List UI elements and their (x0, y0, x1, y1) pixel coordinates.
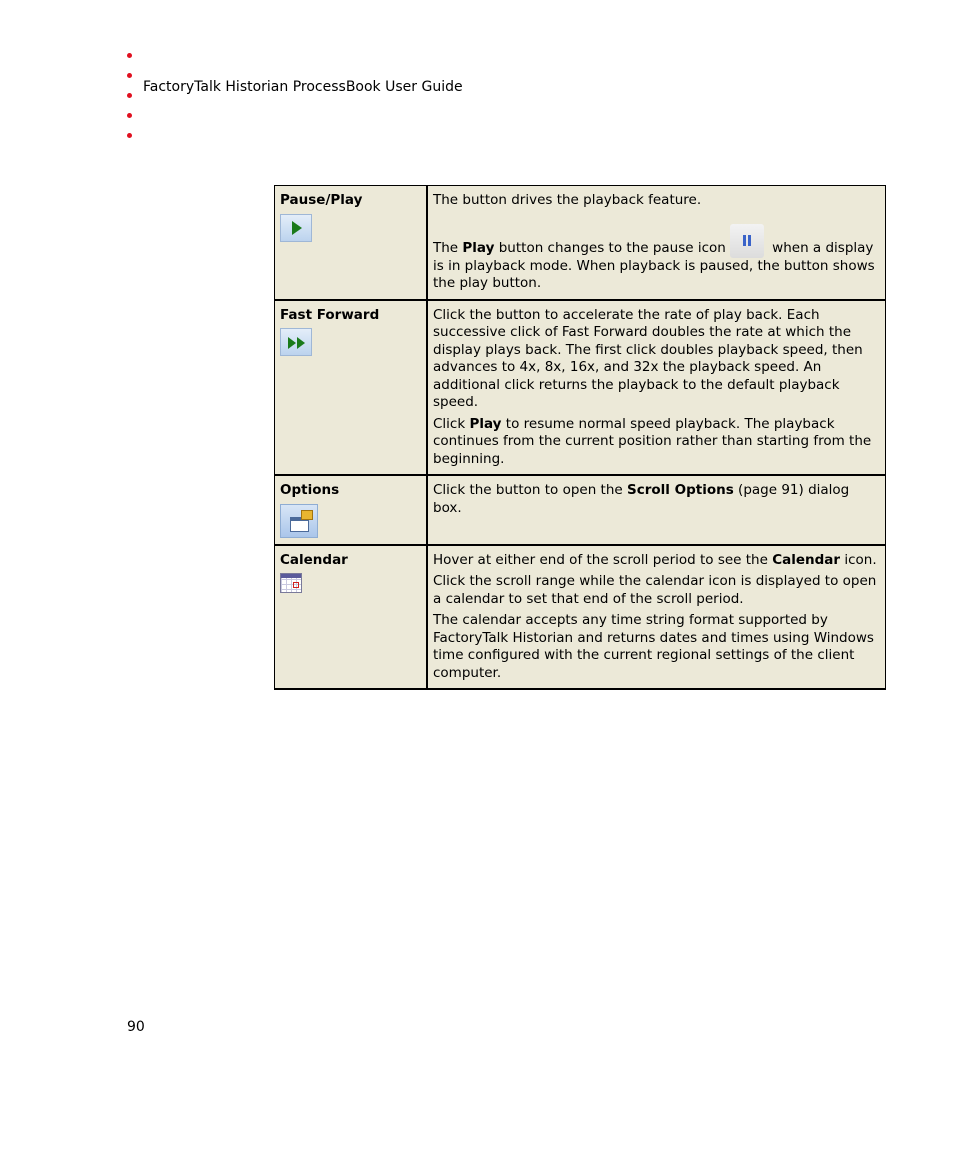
description-text: The button drives the playback feature. (433, 192, 702, 208)
bullet-icon (127, 73, 132, 78)
table-row (275, 545, 886, 690)
table-row (275, 475, 886, 545)
bullet-icon (127, 133, 132, 138)
table-row (275, 186, 886, 300)
term-label: Options (280, 482, 340, 498)
description-text: The Play button changes to the pause icon when a display is in playback mode. When playback is paused, the button shows the play button. (433, 224, 880, 293)
toolbar-reference-table (274, 185, 886, 690)
term-cell (275, 475, 428, 545)
description-text: Click the button to accelerate the rate of play back. Each successive click of Fast Forward doubles the rate at which the display plays back. The first click doubles playback speed, then advances to 4x, 8x, 16x, and 32x the playback speed. An additional click returns the playback to the default playback speed. (433, 306, 863, 410)
pause-icon (730, 224, 764, 258)
bullet-icon (127, 53, 132, 58)
description-cell (427, 545, 886, 690)
table-row (275, 300, 886, 476)
bullet-icon (127, 93, 132, 98)
term-label: Fast Forward (280, 306, 380, 323)
term-label: Pause/Play (280, 192, 363, 208)
term-label: Calendar (280, 551, 348, 568)
term-cell (275, 545, 428, 690)
description-text: The calendar accepts any time string format supported by FactoryTalk Historian and returns dates and times using Windows time configured with the current regional settings of the client computer. (433, 612, 874, 681)
description-text: Click the scroll range while the calendar icon is displayed to open a calendar to set that end of the scroll period. (433, 573, 877, 607)
description-cell (427, 186, 886, 300)
description-text: Click Play to resume normal speed playback. The playback continues from the current position rather than starting from the beginning. (433, 415, 872, 467)
term-cell (275, 300, 428, 476)
description-cell (427, 475, 886, 545)
options-icon (280, 504, 318, 538)
term-cell (275, 186, 428, 300)
fast-forward-icon (280, 328, 312, 356)
calendar-icon (280, 573, 302, 593)
description-cell (427, 300, 886, 476)
description-text: Click the button to open the Scroll Options (page 91) dialog box. (433, 482, 850, 516)
document-header-title: FactoryTalk Historian ProcessBook User Guide (143, 79, 463, 95)
play-icon (280, 214, 312, 242)
bullet-icon (127, 113, 132, 118)
page-number: 90 (127, 1019, 145, 1035)
description-text: Hover at either end of the scroll period to see the Calendar icon. (433, 551, 877, 568)
